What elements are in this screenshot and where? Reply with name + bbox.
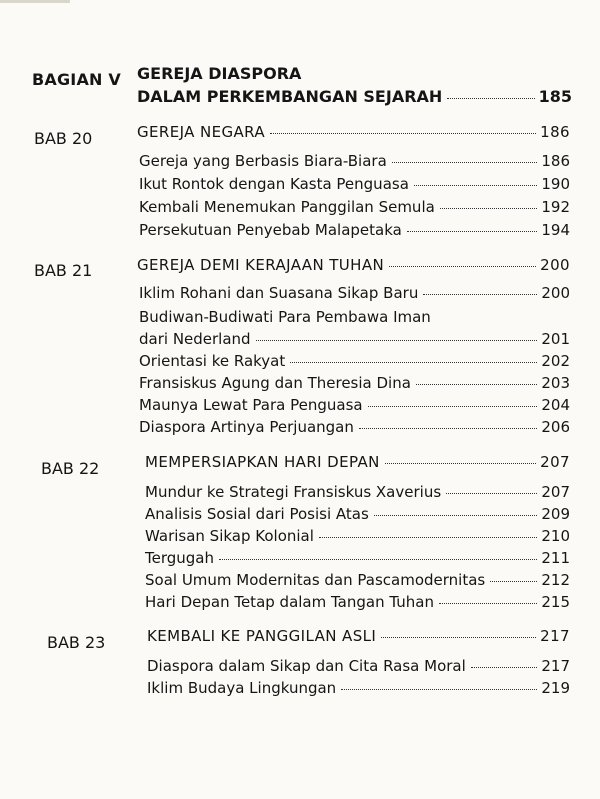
page-edge-mark <box>0 0 70 3</box>
chapter-heading-row <box>137 256 570 274</box>
toc-item <box>145 527 570 545</box>
part-title-line2: DALAM PERKEMBANGAN SEJARAH <box>137 87 443 106</box>
dot-leader <box>392 162 538 163</box>
item-page-number: 190 <box>541 175 570 193</box>
item-page-number: 210 <box>541 527 570 545</box>
item-page-number: 207 <box>541 483 570 501</box>
item-title-line1: Budiwan-Budiwati Para Pembawa Iman <box>139 308 431 326</box>
item-page-number: 212 <box>541 571 570 589</box>
item-page-number: 200 <box>541 284 570 302</box>
toc-item <box>145 571 570 589</box>
dot-leader <box>290 362 537 363</box>
toc-item <box>139 198 570 216</box>
chapter-heading-row <box>147 627 570 645</box>
item-page-number: 206 <box>541 418 570 436</box>
dot-leader <box>341 689 537 690</box>
dot-leader <box>359 428 537 429</box>
item-page-number: 209 <box>541 505 570 523</box>
item-page-number: 203 <box>541 374 570 392</box>
item-page-number: 219 <box>541 679 570 697</box>
chapter-label: BAB 21 <box>34 261 93 280</box>
chapter-title: MEMPERSIAPKAN HARI DEPAN <box>145 453 380 471</box>
part-title-row <box>137 87 572 106</box>
item-title: Iklim Budaya Lingkungan <box>147 679 337 697</box>
item-title: Gereja yang Berbasis Biara-Biara <box>139 152 387 170</box>
chapter-page-number: 186 <box>540 123 570 141</box>
item-page-number: 192 <box>541 198 570 216</box>
item-title: Orientasi ke Rakyat <box>139 352 286 370</box>
item-page-number: 202 <box>541 352 570 370</box>
item-page-number: 211 <box>541 549 570 567</box>
dot-leader <box>219 559 537 560</box>
item-title: dari Nederland <box>139 330 251 348</box>
dot-leader <box>439 603 537 604</box>
item-title: Iklim Rohani dan Suasana Sikap Baru <box>139 284 419 302</box>
dot-leader <box>490 581 537 582</box>
dot-leader <box>446 493 537 494</box>
dot-leader <box>471 667 538 668</box>
item-title: Tergugah <box>145 549 214 567</box>
chapter-label: BAB 23 <box>47 633 106 652</box>
item-page-number: 217 <box>541 657 570 675</box>
item-title: Kembali Menemukan Panggilan Semula <box>139 198 435 216</box>
item-title: Ikut Rontok dengan Kasta Penguasa <box>139 175 409 193</box>
item-title: Maunya Lewat Para Penguasa <box>139 396 363 414</box>
toc-item <box>145 483 570 501</box>
item-title: Hari Depan Tetap dalam Tangan Tuhan <box>145 593 434 611</box>
item-title: Diaspora Artinya Perjuangan <box>139 418 354 436</box>
dot-leader <box>385 463 536 464</box>
item-page-number: 194 <box>541 221 570 239</box>
chapter-page-number: 217 <box>540 627 570 645</box>
item-title: Diaspora dalam Sikap dan Cita Rasa Moral <box>147 657 466 675</box>
item-page-number: 204 <box>541 396 570 414</box>
dot-leader <box>319 537 537 538</box>
dot-leader <box>368 406 538 407</box>
part-title-line1: GEREJA DIASPORA <box>137 64 302 83</box>
item-title: Analisis Sosial dari Posisi Atas <box>145 505 369 523</box>
item-title: Fransiskus Agung dan Theresia Dina <box>139 374 411 392</box>
dot-leader <box>389 266 536 267</box>
chapter-heading-row <box>145 453 570 471</box>
item-title: Warisan Sikap Kolonial <box>145 527 314 545</box>
chapter-page-number: 200 <box>540 256 570 274</box>
toc-item <box>139 284 570 302</box>
toc-item <box>139 396 570 414</box>
dot-leader <box>440 208 538 209</box>
toc-item <box>147 657 570 675</box>
toc-item <box>139 330 570 348</box>
dot-leader <box>407 231 538 232</box>
chapter-heading-row <box>137 123 570 141</box>
part-label: BAGIAN V <box>32 70 121 89</box>
chapter-label: BAB 22 <box>41 459 100 478</box>
item-title: Soal Umum Modernitas dan Pascamodernitas <box>145 571 486 589</box>
toc-item <box>139 175 570 193</box>
item-page-number: 201 <box>541 330 570 348</box>
toc-item <box>145 593 570 611</box>
item-title: Mundur ke Strategi Fransiskus Xaverius <box>145 483 442 501</box>
chapter-title: KEMBALI KE PANGGILAN ASLI <box>147 627 377 645</box>
chapter-label: BAB 20 <box>34 129 93 148</box>
toc-item <box>145 549 570 567</box>
item-title: Persekutuan Penyebab Malapetaka <box>139 221 402 239</box>
dot-leader <box>423 294 537 295</box>
chapter-page-number: 207 <box>540 453 570 471</box>
dot-leader <box>374 515 538 516</box>
toc-item <box>139 374 570 392</box>
item-page-number: 186 <box>541 152 570 170</box>
dot-leader <box>447 98 534 99</box>
part-page-number: 185 <box>538 87 572 106</box>
toc-item <box>139 221 570 239</box>
item-page-number: 215 <box>541 593 570 611</box>
chapter-title: GEREJA NEGARA <box>137 123 266 141</box>
dot-leader <box>381 637 536 638</box>
toc-item <box>145 505 570 523</box>
toc-item <box>147 679 570 697</box>
toc-item <box>139 352 570 370</box>
dot-leader <box>414 185 537 186</box>
dot-leader <box>256 340 538 341</box>
toc-item <box>139 418 570 436</box>
dot-leader <box>416 384 537 385</box>
toc-item <box>139 152 570 170</box>
dot-leader <box>270 133 536 134</box>
chapter-title: GEREJA DEMI KERAJAAN TUHAN <box>137 256 385 274</box>
